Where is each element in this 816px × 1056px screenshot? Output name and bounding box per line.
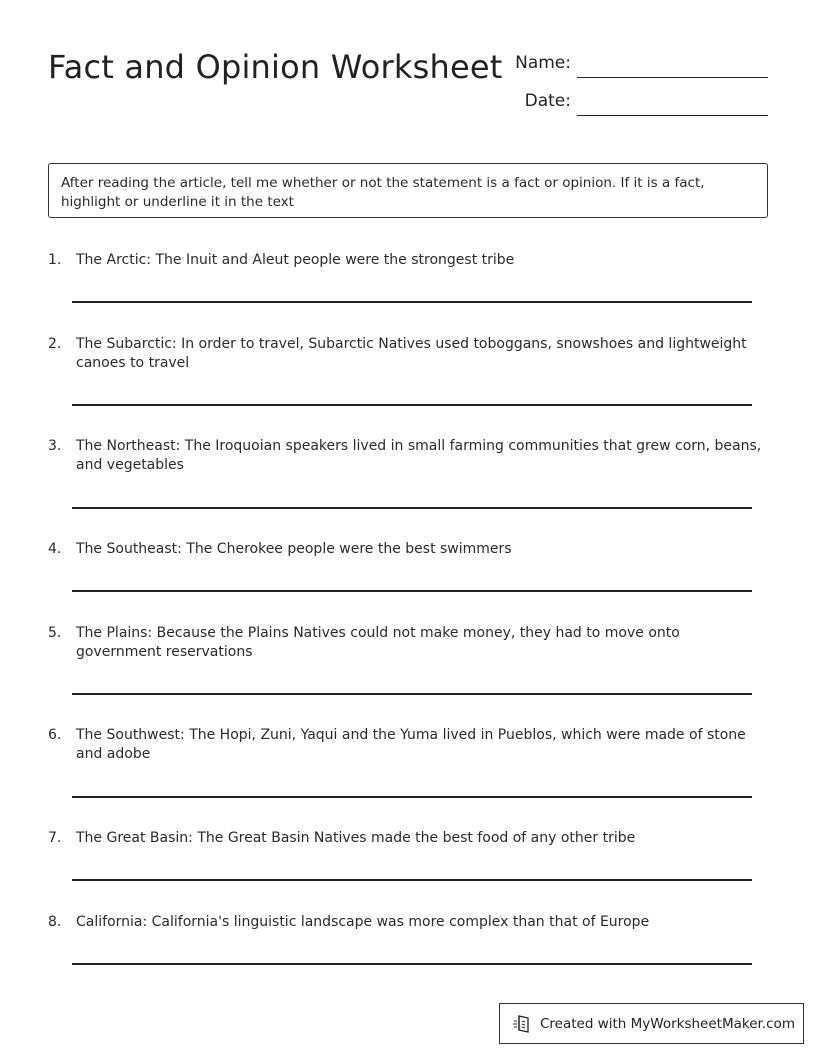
question-number: 6. xyxy=(48,727,62,743)
question-text: The Plains: Because the Plains Natives could not make money, they had to move onto government reservations xyxy=(76,625,680,660)
footer-credit[interactable] xyxy=(499,1003,804,1044)
answer-line-3[interactable] xyxy=(72,507,752,509)
answer-line-5[interactable] xyxy=(72,693,752,695)
question-number: 1. xyxy=(48,252,62,268)
answer-line-2[interactable] xyxy=(72,404,752,406)
question-text: The Northeast: The Iroquoian speakers lived in small farming communities that grew corn, beans, and vegetables xyxy=(76,438,762,473)
question-number: 2. xyxy=(48,336,62,352)
question-number: 4. xyxy=(48,541,62,557)
question-number: 8. xyxy=(48,914,62,930)
question-text: The Subarctic: In order to travel, Subarctic Natives used toboggans, snowshoes and lightweight canoes to travel xyxy=(76,336,747,371)
answer-line-7[interactable] xyxy=(72,879,752,881)
page-title: Fact and Opinion Worksheet xyxy=(48,48,503,86)
name-label: Name: xyxy=(515,53,571,73)
instructions-box: After reading the article, tell me whether or not the statement is a fact or opinion. If it is a fact, highlight or underline it in the text xyxy=(48,163,768,218)
question-number: 3. xyxy=(48,438,62,454)
book-logo-icon xyxy=(512,1013,534,1035)
question-text: The Southeast: The Cherokee people were the best swimmers xyxy=(76,541,512,557)
date-label: Date: xyxy=(524,91,571,111)
question-text: California: California's linguistic landscape was more complex than that of Europe xyxy=(76,914,650,930)
question-text: The Great Basin: The Great Basin Natives made the best food of any other tribe xyxy=(76,830,636,846)
answer-line-4[interactable] xyxy=(72,590,752,592)
footer-text: Created with MyWorksheetMaker.com xyxy=(540,1015,795,1032)
question-number: 5. xyxy=(48,625,62,641)
name-field[interactable] xyxy=(577,77,768,78)
answer-line-1[interactable] xyxy=(72,301,752,303)
question-text: The Southwest: The Hopi, Zuni, Yaqui and the Yuma lived in Pueblos, which were made of stone and adobe xyxy=(76,727,746,762)
question-text: The Arctic: The Inuit and Aleut people were the strongest tribe xyxy=(76,252,515,268)
date-field[interactable] xyxy=(577,115,768,116)
answer-line-6[interactable] xyxy=(72,796,752,798)
answer-line-8[interactable] xyxy=(72,963,752,965)
question-number: 7. xyxy=(48,830,62,846)
